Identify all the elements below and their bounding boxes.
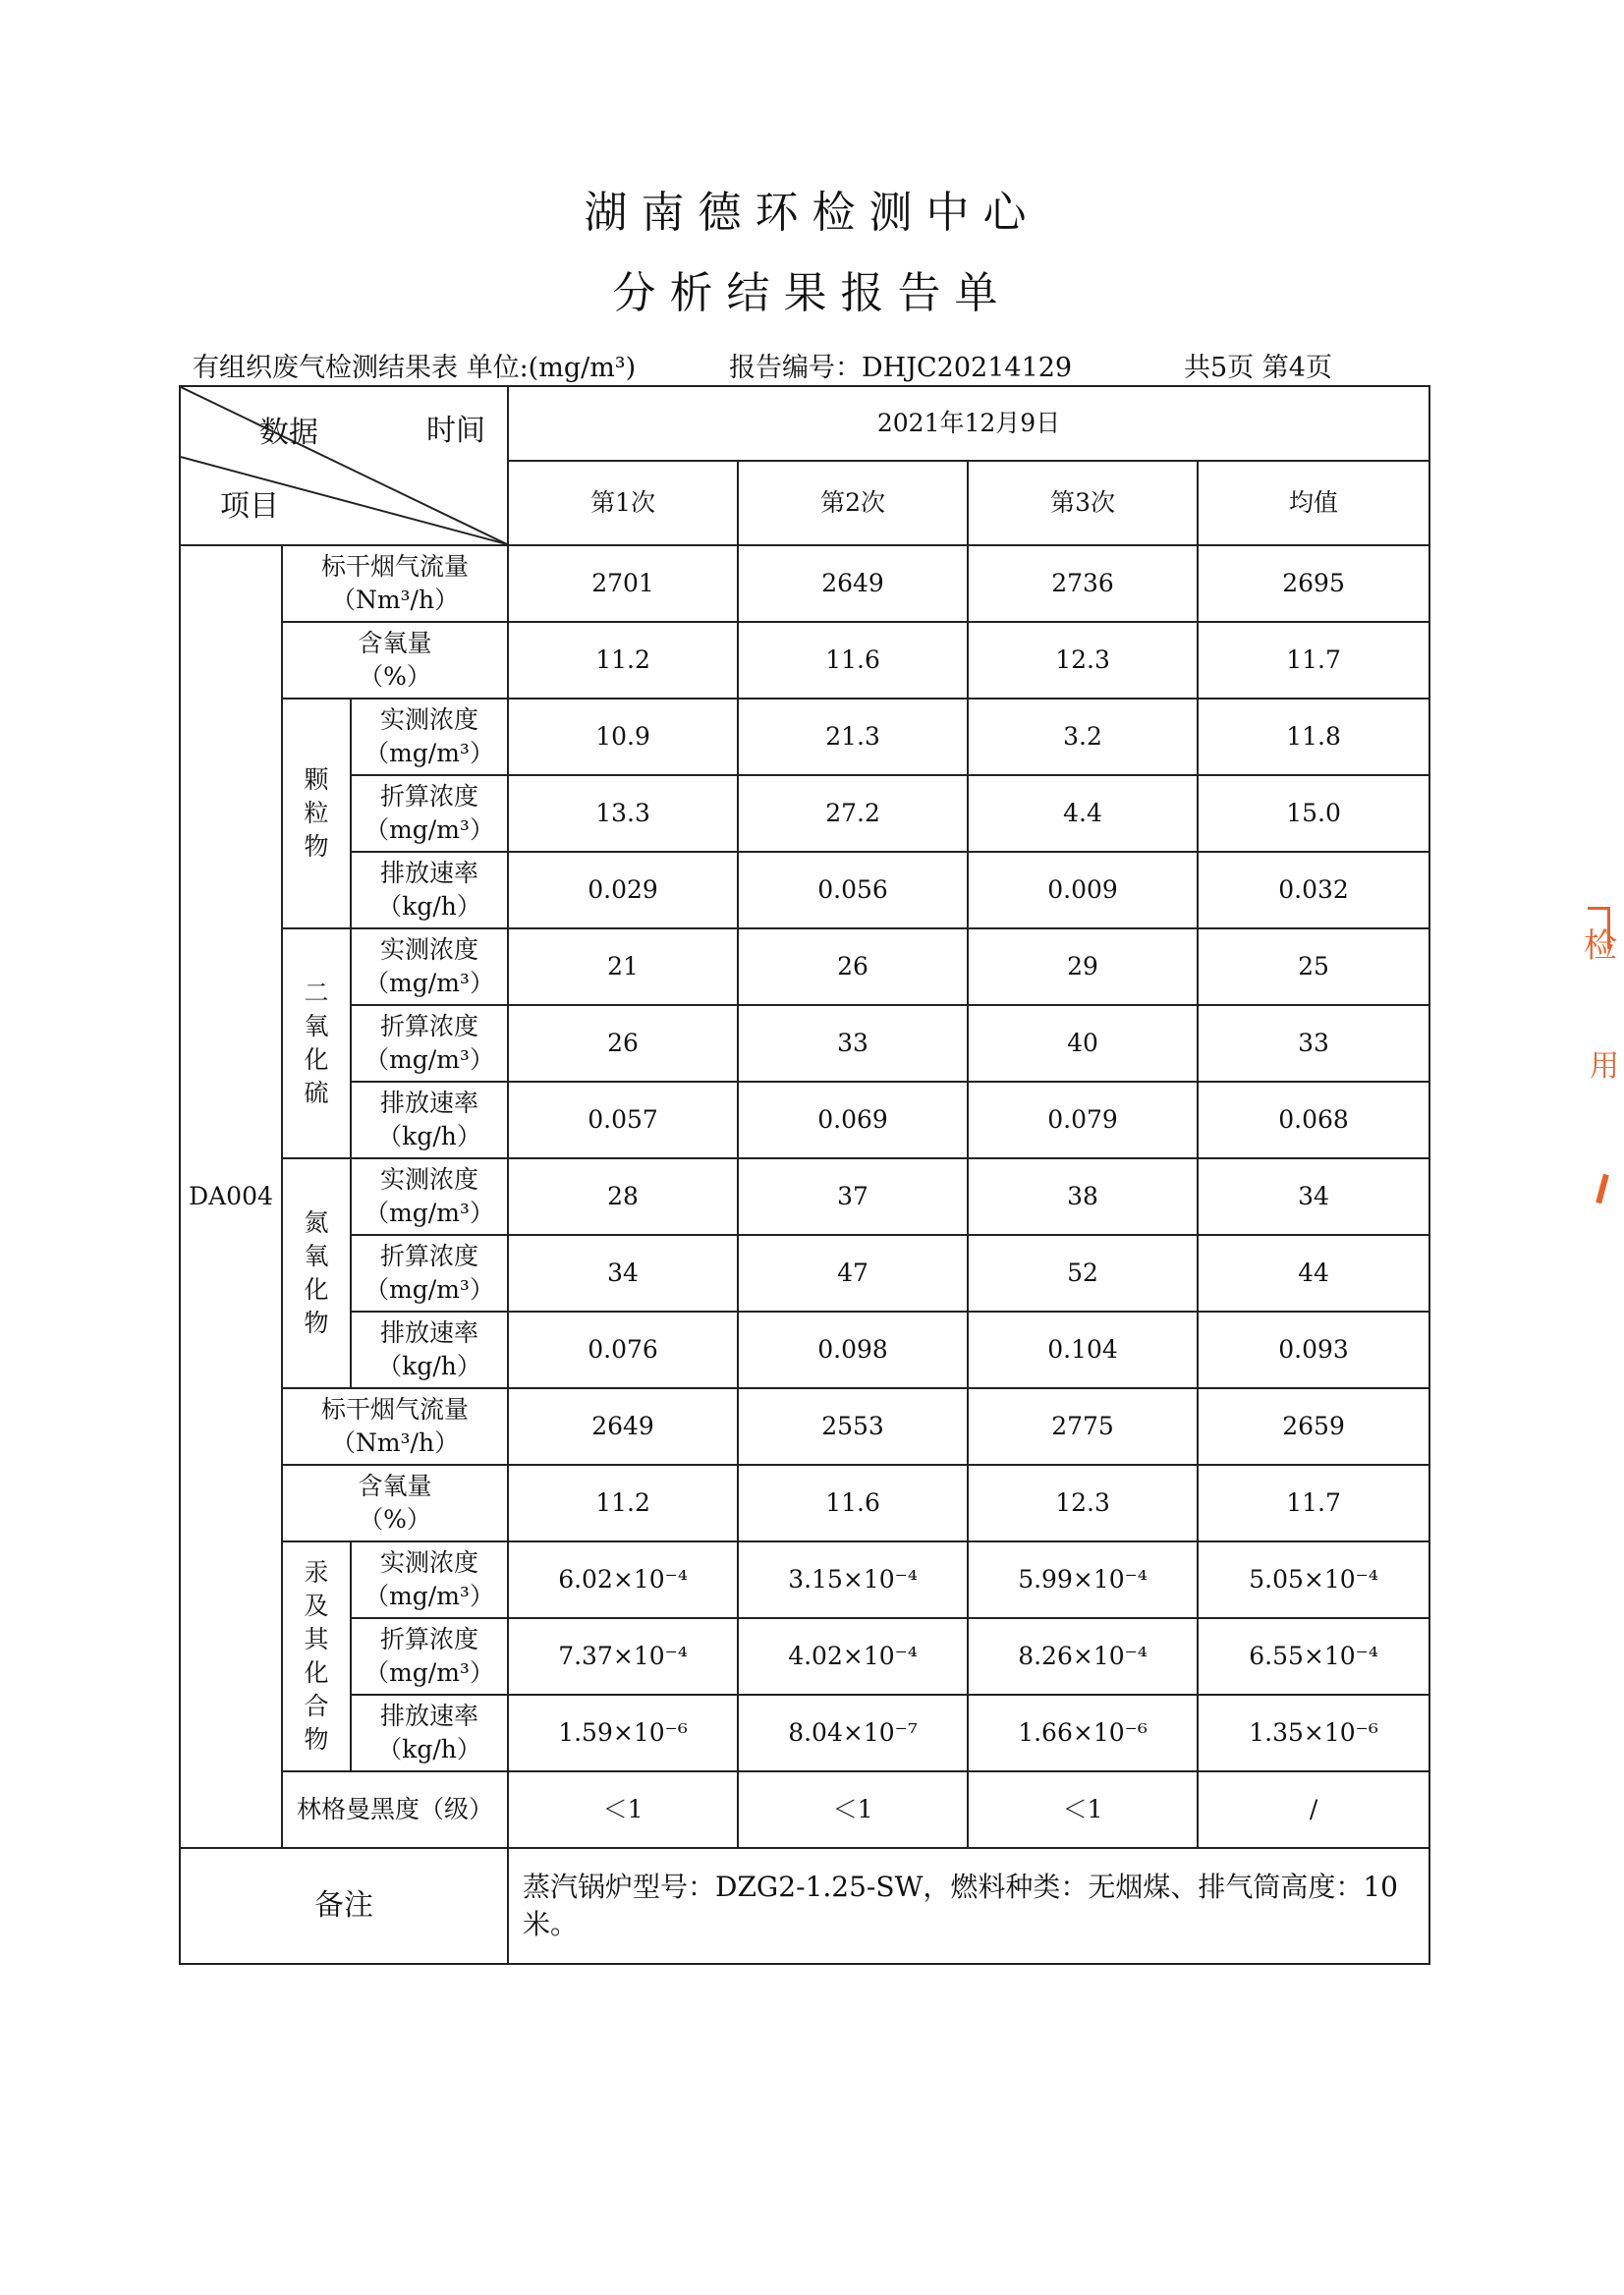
value-cell: 2649	[508, 1388, 738, 1465]
corner-item-label: 项目	[220, 489, 279, 524]
row-unit: （mg/m³）	[364, 1658, 494, 1687]
table-row	[180, 1618, 1429, 1695]
value-cell: 44	[1198, 1235, 1429, 1312]
doc-title: 分析结果报告单	[612, 268, 1012, 318]
value-cell: 11.6	[738, 622, 968, 699]
row-param: 排放速率	[380, 1089, 479, 1117]
value-cell: 0.098	[738, 1312, 968, 1388]
page-indicator: 共5页 第4页	[1184, 353, 1332, 383]
seal-mark	[1596, 1174, 1609, 1204]
column-header-1: 第1次	[508, 461, 738, 545]
row-param: 实测浓度	[380, 1165, 479, 1194]
row-label	[351, 1695, 508, 1771]
row-label	[282, 545, 508, 622]
row-param: 折算浓度	[380, 782, 479, 811]
value-cell: 5.99×10⁻⁴	[968, 1541, 1198, 1618]
row-param: 标干烟气流量	[321, 1395, 470, 1424]
row-param: 含氧量	[358, 629, 432, 657]
row-unit: （mg/m³）	[364, 1199, 494, 1227]
value-cell: 11.2	[508, 622, 738, 699]
value-cell: 8.26×10⁻⁴	[968, 1618, 1198, 1695]
row-param: 排放速率	[380, 1702, 479, 1730]
value-cell: 12.3	[968, 622, 1198, 699]
row-label	[351, 1235, 508, 1312]
row-unit: （mg/m³）	[364, 1582, 494, 1610]
value-cell: 1.35×10⁻⁶	[1198, 1695, 1429, 1771]
table-row	[180, 852, 1429, 928]
row-unit: （kg/h）	[377, 1352, 481, 1380]
table-row	[180, 1312, 1429, 1388]
table-row	[180, 1235, 1429, 1312]
value-cell: 0.032	[1198, 852, 1429, 928]
row-label	[351, 1541, 508, 1618]
org-title: 湖南德环检测中心	[584, 188, 1040, 238]
value-cell: 10.9	[508, 699, 738, 775]
row-label	[351, 1618, 508, 1695]
value-cell: 11.7	[1198, 1465, 1429, 1541]
row-unit: （Nm³/h）	[330, 1428, 460, 1457]
value-cell: 0.079	[968, 1082, 1198, 1158]
row-label	[351, 928, 508, 1005]
row-param: 实测浓度	[380, 935, 479, 964]
corner-header-cell	[180, 386, 508, 545]
row-label	[282, 622, 508, 699]
value-cell: 11.7	[1198, 622, 1429, 699]
value-cell: 26	[738, 928, 968, 1005]
row-param: 林格曼黑度（级）	[297, 1795, 494, 1823]
table-row	[180, 1465, 1429, 1541]
results-table	[179, 385, 1430, 1965]
value-cell: 2701	[508, 545, 738, 622]
value-cell: 0.076	[508, 1312, 738, 1388]
row-param: 排放速率	[380, 859, 479, 887]
value-cell: 37	[738, 1158, 968, 1235]
row-unit: （mg/m³）	[364, 1275, 494, 1304]
row-label	[351, 852, 508, 928]
value-cell: 15.0	[1198, 775, 1429, 852]
outlet-id: DA004	[180, 545, 282, 1848]
value-cell: 21.3	[738, 699, 968, 775]
seal-glyph-top: 检	[1584, 926, 1617, 966]
table-row	[180, 775, 1429, 852]
column-header-avg: 均值	[1198, 461, 1429, 545]
value-cell: 26	[508, 1005, 738, 1082]
column-header-3: 第3次	[968, 461, 1198, 545]
value-cell: 33	[1198, 1005, 1429, 1082]
table-row	[180, 1082, 1429, 1158]
value-cell: 2695	[1198, 545, 1429, 622]
remark-label: 备注	[180, 1848, 508, 1964]
row-label	[351, 1312, 508, 1388]
group-so2: 二 氧 化 硫	[282, 928, 351, 1158]
value-cell: 0.029	[508, 852, 738, 928]
row-param: 含氧量	[358, 1472, 432, 1500]
date-header: 2021年12月9日	[508, 386, 1429, 461]
value-cell: 34	[508, 1235, 738, 1312]
corner-data-label: 数据	[259, 416, 318, 450]
value-cell: 1.66×10⁻⁶	[968, 1695, 1198, 1771]
value-cell: 25	[1198, 928, 1429, 1005]
value-cell: 4.02×10⁻⁴	[738, 1618, 968, 1695]
row-unit: （Nm³/h）	[330, 586, 460, 614]
row-unit: （kg/h）	[377, 892, 481, 921]
value-cell: 8.04×10⁻⁷	[738, 1695, 968, 1771]
table-row	[180, 699, 1429, 775]
table-row	[180, 1005, 1429, 1082]
value-cell: 0.104	[968, 1312, 1198, 1388]
value-cell: 11.8	[1198, 699, 1429, 775]
group-nox: 氮 氧 化 物	[282, 1158, 351, 1388]
group-mercury: 汞 及 其 化 合 物	[282, 1541, 351, 1771]
value-cell: 12.3	[968, 1465, 1198, 1541]
value-cell: 33	[738, 1005, 968, 1082]
value-cell: 4.4	[968, 775, 1198, 852]
value-cell: 11.2	[508, 1465, 738, 1541]
remark-text: 蒸汽锅炉型号：DZG2-1.25-SW，燃料种类：无烟煤、排气筒高度：10米。	[508, 1848, 1429, 1964]
value-cell: 1.59×10⁻⁶	[508, 1695, 738, 1771]
table-row	[180, 1771, 1429, 1848]
row-label	[282, 1388, 508, 1465]
row-unit: （%）	[359, 1505, 431, 1534]
seal-stamp-fragment	[1580, 889, 1619, 1213]
table-row	[180, 1158, 1429, 1235]
row-label	[282, 1465, 508, 1541]
value-cell: 13.3	[508, 775, 738, 852]
corner-time-label: 时间	[426, 414, 485, 448]
value-cell: 21	[508, 928, 738, 1005]
value-cell: 5.05×10⁻⁴	[1198, 1541, 1429, 1618]
seal-glyph-mid: 用	[1590, 1049, 1619, 1084]
row-label	[351, 775, 508, 852]
column-header-2: 第2次	[738, 461, 968, 545]
value-cell: 38	[968, 1158, 1198, 1235]
value-cell: ＜1	[508, 1771, 738, 1848]
value-cell: 27.2	[738, 775, 968, 852]
value-cell: 40	[968, 1005, 1198, 1082]
value-cell: 0.093	[1198, 1312, 1429, 1388]
row-label	[351, 699, 508, 775]
row-param: 折算浓度	[380, 1242, 479, 1270]
value-cell: 0.069	[738, 1082, 968, 1158]
table-row	[180, 545, 1429, 622]
row-unit: （mg/m³）	[364, 969, 494, 997]
value-cell: 0.056	[738, 852, 968, 928]
group-particulate: 颗 粒 物	[282, 699, 351, 928]
value-cell: 6.55×10⁻⁴	[1198, 1618, 1429, 1695]
row-unit: （kg/h）	[377, 1122, 481, 1150]
table-caption: 有组织废气检测结果表 单位:(mg/m³)	[193, 353, 637, 383]
row-param: 标干烟气流量	[321, 552, 470, 581]
row-unit: （mg/m³）	[364, 1045, 494, 1074]
row-unit: （mg/m³）	[364, 815, 494, 844]
value-cell: 2649	[738, 545, 968, 622]
value-cell: 0.057	[508, 1082, 738, 1158]
row-unit: （%）	[359, 662, 431, 691]
table-row	[180, 1541, 1429, 1618]
table-row	[180, 1388, 1429, 1465]
value-cell: 34	[1198, 1158, 1429, 1235]
value-cell: 2736	[968, 545, 1198, 622]
value-cell: 11.6	[738, 1465, 968, 1541]
row-label	[351, 1005, 508, 1082]
row-param: 折算浓度	[380, 1625, 479, 1653]
table-row	[180, 928, 1429, 1005]
remark-row	[180, 1848, 1429, 1964]
value-cell: 3.15×10⁻⁴	[738, 1541, 968, 1618]
row-param: 排放速率	[380, 1318, 479, 1347]
report-number: 报告编号：DHJC20214129	[729, 353, 1073, 383]
value-cell: 52	[968, 1235, 1198, 1312]
value-cell: ＜1	[968, 1771, 1198, 1848]
value-cell: 2659	[1198, 1388, 1429, 1465]
value-cell: 0.068	[1198, 1082, 1429, 1158]
value-cell: 28	[508, 1158, 738, 1235]
value-cell: 3.2	[968, 699, 1198, 775]
row-label	[282, 1771, 508, 1848]
table-row	[180, 622, 1429, 699]
value-cell: 29	[968, 928, 1198, 1005]
value-cell: /	[1198, 1771, 1429, 1848]
row-unit: （mg/m³）	[364, 739, 494, 767]
value-cell: 6.02×10⁻⁴	[508, 1541, 738, 1618]
row-unit: （kg/h）	[377, 1735, 481, 1763]
row-label	[351, 1082, 508, 1158]
value-cell: 7.37×10⁻⁴	[508, 1618, 738, 1695]
value-cell: 2775	[968, 1388, 1198, 1465]
row-param: 折算浓度	[380, 1012, 479, 1040]
value-cell: 47	[738, 1235, 968, 1312]
value-cell: 2553	[738, 1388, 968, 1465]
value-cell: ＜1	[738, 1771, 968, 1848]
row-param: 实测浓度	[380, 705, 479, 734]
value-cell: 0.009	[968, 852, 1198, 928]
table-row	[180, 1695, 1429, 1771]
row-param: 实测浓度	[380, 1548, 479, 1577]
row-label	[351, 1158, 508, 1235]
